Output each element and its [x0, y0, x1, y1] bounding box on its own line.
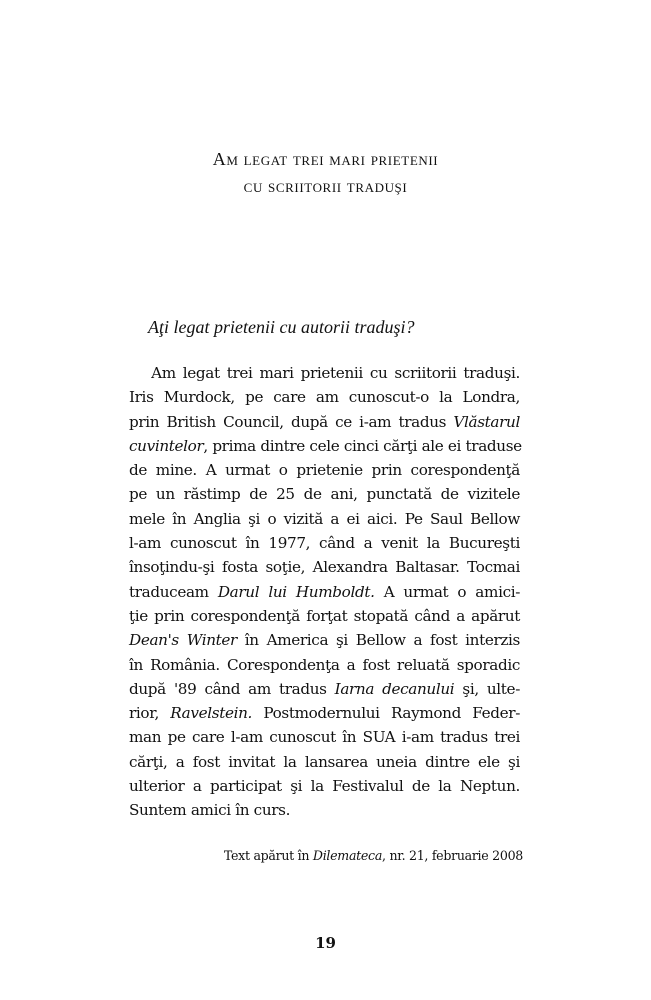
book-title: Dean's Winter — [129, 631, 237, 650]
interview-question: Aţi legat prietenii cu autorii traduşi? — [148, 317, 415, 337]
text-line: cărţi, a fost invitat la lansarea uneia dintre ele şi — [129, 752, 520, 771]
book-title: Iarna decanului — [334, 679, 455, 698]
text-line: ţie prin corespondenţă forţat stopată când a apărut — [129, 606, 520, 625]
answer-paragraph — [129, 361, 520, 823]
text-line: Am legat trei mari prietenii cu scriitorii traduşi. — [151, 364, 520, 382]
text-line: Suntem amici în curs. — [129, 801, 291, 820]
chapter-title-line-2: cu scriitorii traduşi — [243, 176, 408, 196]
source-note: Text apărut în Dilemateca, nr. 21, februarie 2008 — [223, 848, 523, 863]
book-title: Vlăstarul — [453, 412, 520, 431]
text-line: Iris Murdock, pe care am cunoscut-o la Londra, — [129, 388, 520, 407]
book-title: Darul lui Humboldt. — [217, 582, 375, 601]
text-line: traduceam Darul lui Humboldt. A urmat o amici- — [129, 582, 521, 601]
chapter-title-line-1: Am legat trei mari prietenii — [212, 149, 439, 169]
text-line: l-am cunoscut în 1977, când a venit la Bucureşti — [129, 534, 520, 553]
text-line: Dean's Winter în America şi Bellow a fost interzis — [129, 631, 520, 650]
text-line: însoţindu-şi fosta soţie, Alexandra Baltasar. Tocmai — [129, 558, 520, 577]
text-line: pe un răstimp de 25 de ani, punctată de vizitele — [129, 485, 520, 504]
publication-name: Dilemateca — [312, 848, 383, 863]
text-line: cuvintelor, prima dintre cele cinci cărţi ale ei traduse — [129, 436, 522, 455]
book-title: cuvintelor — [129, 436, 204, 455]
text-line: de mine. A urmat o prietenie prin corespondenţă — [129, 461, 520, 480]
text-line: man pe care l-am cunoscut în SUA i-am tradus trei — [129, 728, 520, 747]
text-line: după '89 când am tradus Iarna decanului şi, ulte- — [129, 679, 520, 698]
chapter-title — [0, 146, 651, 200]
text-line: ulterior a participat şi la Festivalul de la Neptun. — [129, 777, 520, 796]
page-number: 19 — [315, 934, 336, 952]
text-line: mele în Anglia şi o vizită a ei aici. Pe Saul Bellow — [129, 509, 520, 528]
text-line: prin British Council, după ce i-am tradus Vlăstarul — [129, 412, 520, 431]
text-line: în România. Corespondenţa a fost reluată sporadic — [129, 655, 520, 674]
text-line: rior, Ravelstein. Postmodernului Raymond Feder- — [129, 704, 520, 723]
book-title: Ravelstein. — [170, 704, 253, 723]
